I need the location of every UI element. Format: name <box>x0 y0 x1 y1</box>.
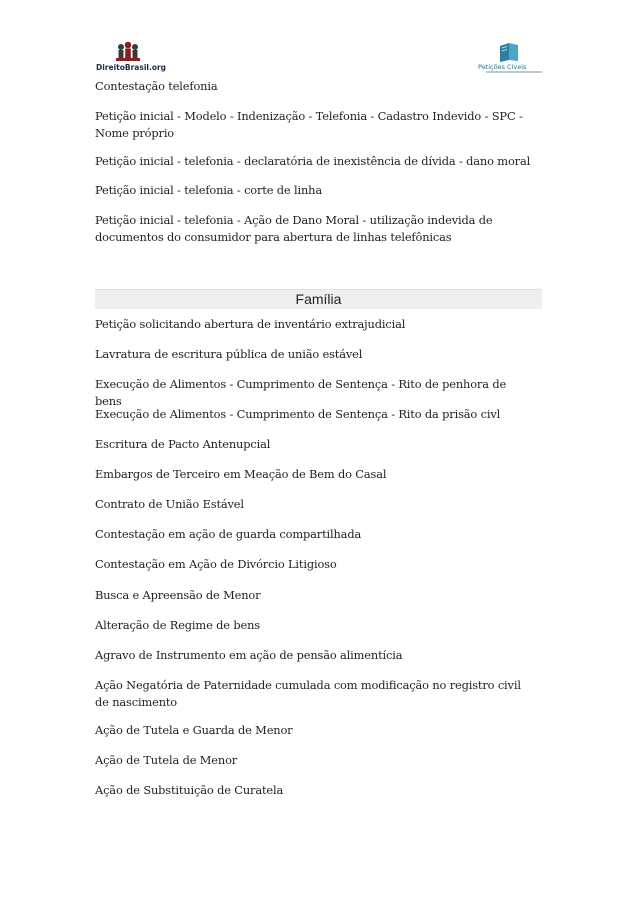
list-item: Embargos de Terceiro em Meação de Bem do Casal <box>95 467 387 481</box>
list-item: Petição inicial - telefonia - declaratória de inexistência de dívida - dano moral <box>95 154 531 168</box>
book-icon <box>496 40 522 64</box>
list-item: Ação de Tutela de Menor <box>95 753 238 767</box>
section-header-familia: Família <box>95 289 542 309</box>
list-item: Busca e Apreensão de Menor <box>95 588 261 602</box>
right-logo-text: Petições Cíveis <box>478 63 527 71</box>
list-item: Petição inicial - telefonia - corte de linha <box>95 183 322 197</box>
list-item: Execução de Alimentos - Cumprimento de Sentença - Rito da prisão civl <box>95 407 501 421</box>
list-item: Contrato de União Estável <box>95 497 244 511</box>
list-item: Lavratura de escritura pública de união estável <box>95 347 363 361</box>
list-item: Ação de Tutela e Guarda de Menor <box>95 723 293 737</box>
right-logo-underline <box>486 71 542 73</box>
people-group-icon <box>114 40 142 62</box>
list-item: Agravo de Instrumento em ação de pensão alimentícia <box>95 648 403 662</box>
list-item: Escritura de Pacto Antenupcial <box>95 437 271 451</box>
direito-brasil-logo <box>96 40 167 76</box>
list-item: Petição solicitando abertura de inventário extrajudicial <box>95 317 406 331</box>
list-item: Ação de Substituição de Curatela <box>95 783 284 797</box>
left-logo-text: DireitoBrasil.org <box>96 63 167 72</box>
list-item: Petição inicial - Modelo - Indenização - Telefonia - Cadastro Indevido - SPC - Nome próprio <box>95 109 523 140</box>
peticoes-civeis-logo <box>478 40 542 76</box>
list-item: Execução de Alimentos - Cumprimento de Sentença - Rito de penhora de bens <box>95 377 507 408</box>
list-item: Petição inicial - telefonia - Ação de Dano Moral - utilização indevida de documentos do consumidor para abertura de linhas telefônicas <box>95 213 493 244</box>
list-item: Contestação em ação de guarda compartilhada <box>95 527 362 541</box>
list-item: Contestação em Ação de Divórcio Litigioso <box>95 557 337 571</box>
list-item: Ação Negatória de Paternidade cumulada com modificação no registro civil de nascimento <box>95 678 521 709</box>
list-item: Alteração de Regime de bens <box>95 618 260 632</box>
list-item: Contestação telefonia <box>95 79 218 93</box>
